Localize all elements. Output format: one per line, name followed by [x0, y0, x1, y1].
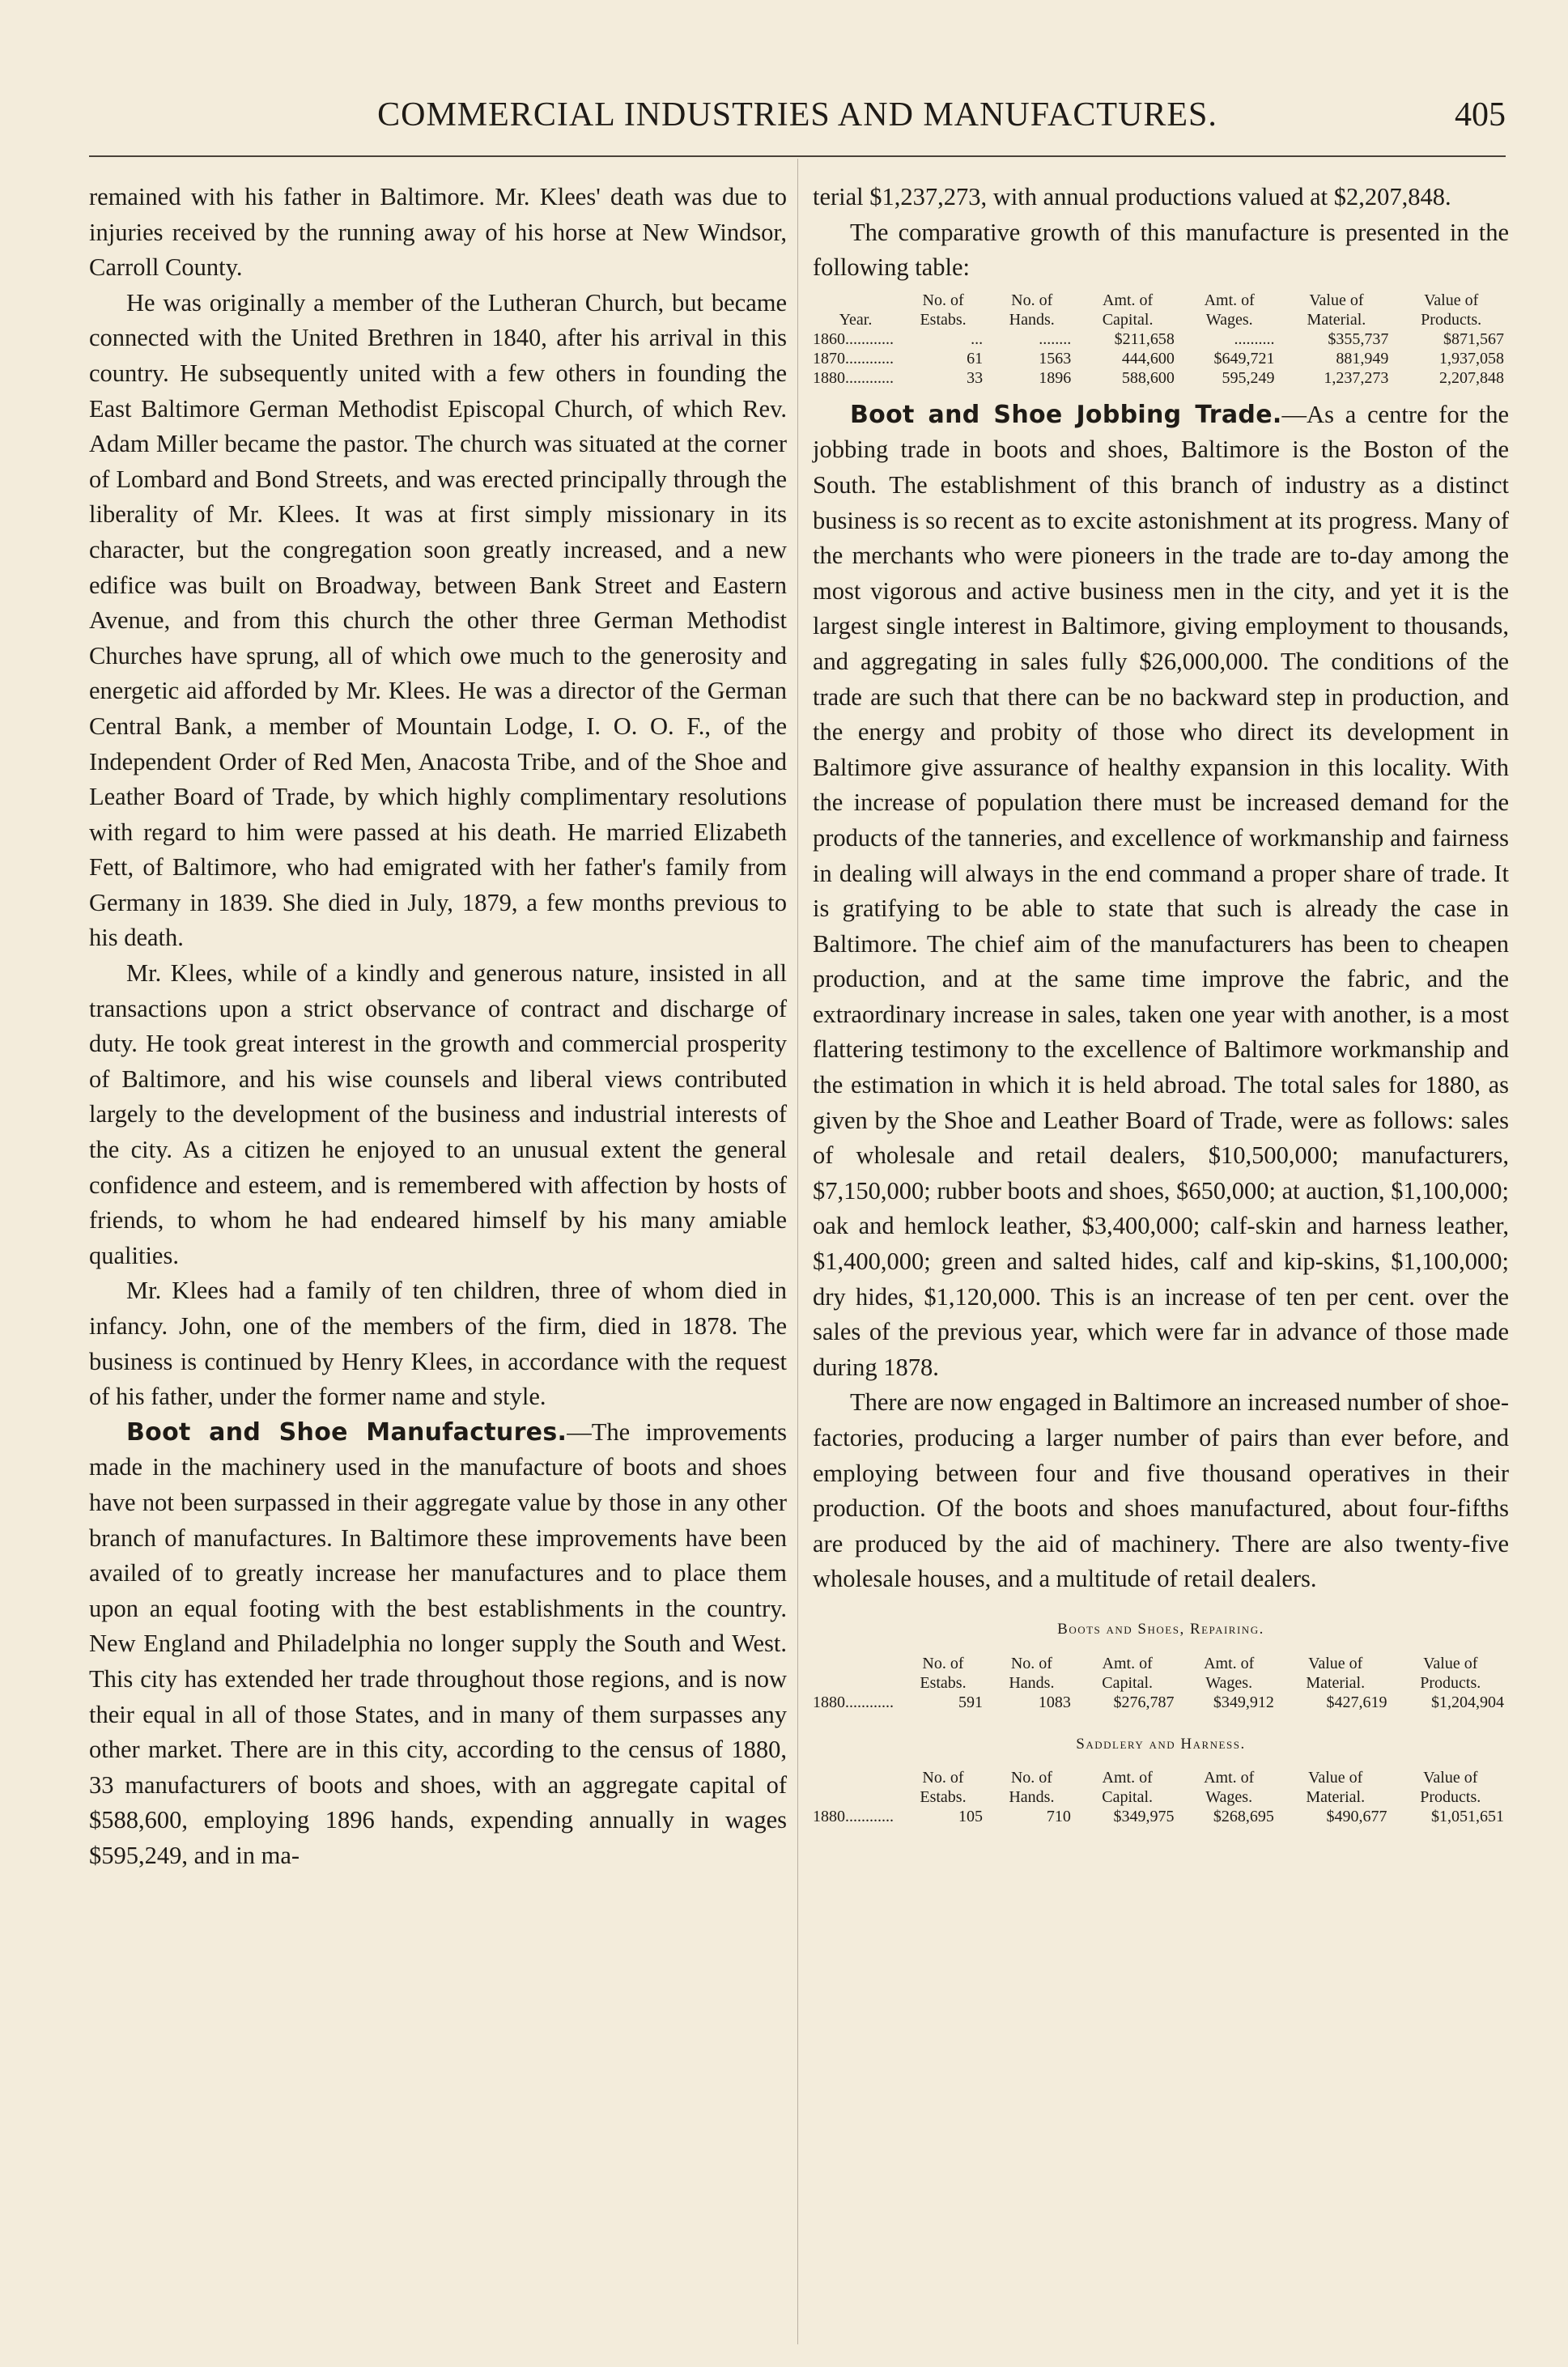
table-cell: 881,949	[1336, 349, 1389, 368]
paragraph: remained with his father in Baltimore. Mr. Klees' death was due to injuries received by the running away of his horse at New Windsor, Carroll County.	[89, 183, 787, 282]
table-header: No. of Hands.	[1009, 1769, 1055, 1807]
table-cell: 1083	[1038, 1693, 1071, 1711]
table-header: Amt. of Capital.	[1102, 1769, 1154, 1807]
table-cell: 595,249	[1222, 368, 1275, 387]
table-cell: $355,737	[1328, 329, 1389, 348]
table-row	[813, 1807, 1509, 1826]
table-cell: $490,677	[1326, 1808, 1387, 1826]
table-header: Amt. of Capital.	[1102, 291, 1154, 329]
paragraph	[89, 1415, 787, 1874]
running-title: COMMERCIAL INDUSTRIES AND MANUFACTURES.	[377, 96, 1217, 134]
table-cell: $268,695	[1213, 1808, 1274, 1826]
table-header: Value of Material.	[1306, 1769, 1366, 1807]
table-header: No. of Estabs.	[920, 291, 967, 329]
table-cell: $276,787	[1113, 1693, 1175, 1711]
table-cell: 61	[967, 349, 984, 368]
paragraph: The comparative growth of this manufacture is presented in the following table:	[813, 218, 1509, 282]
table-cell: 444,600	[1121, 349, 1175, 368]
table-header: Value of Material.	[1306, 1654, 1366, 1692]
table-cell: $211,658	[1114, 329, 1175, 348]
table-cell: $349,975	[1113, 1808, 1175, 1826]
table-cell: 1860............	[813, 329, 894, 348]
table-cell: 2,207,848	[1439, 368, 1504, 387]
table-cell: 1,237,273	[1324, 368, 1389, 387]
table-header: Value of Material.	[1307, 291, 1366, 329]
paragraph	[813, 397, 1509, 1386]
table-cell: 710	[1046, 1808, 1071, 1826]
table-header: No. of Hands.	[1009, 1654, 1055, 1692]
page-number: 405	[1455, 96, 1506, 134]
table-cell: 591	[958, 1693, 983, 1711]
table-header: No. of Estabs.	[920, 1654, 967, 1692]
table-cell: $1,204,904	[1431, 1693, 1504, 1711]
table-cell: $649,721	[1213, 349, 1275, 368]
table-cell: $427,619	[1326, 1693, 1387, 1711]
paragraph: Mr. Klees had a family of ten children, three of whom died in infancy. John, one of the members of the firm, died in 1878. The business is continued by Henry Klees, in accordance with the request of his father, under the former name and style.	[89, 1277, 787, 1411]
table-header: No. of Estabs.	[920, 1769, 967, 1807]
table-cell: 1880............	[813, 1808, 894, 1826]
growth-table	[813, 291, 1509, 388]
table-cell: ........	[1039, 329, 1072, 348]
table-header	[813, 1654, 899, 1693]
table-cell: $1,051,651	[1431, 1808, 1504, 1826]
saddlery-table	[813, 1768, 1509, 1826]
table-cell: 105	[958, 1808, 983, 1826]
table-cell: $871,567	[1443, 329, 1504, 348]
table-row	[813, 349, 1509, 368]
header-rule	[89, 155, 1506, 157]
table-cell: ..........	[1234, 329, 1275, 348]
table-cell: ...	[971, 329, 984, 348]
table-cell: 1896	[1039, 368, 1072, 387]
table-cell: 1880............	[813, 1693, 894, 1711]
paragraph: He was originally a member of the Lutheran Church, but became connected with the United Brethren in 1840, after his arrival in this country. He subsequently united with a few others in founding the East Baltimore German Methodist Episcopal Church, of which Rev. Adam Miller became the pastor. The church was situated at the corner of Lombard and Bond Streets, and was erected principally through the liberality of Mr. Klees. It was at first simply missionary in its character, but the congregation soon greatly increased, and a new edifice was built on Broadway, between Bank Street and Eastern Avenue, and from this church the other three German Methodist Churches have sprung, all of which owe much to the generosity and energetic aid afforded by Mr. Klees. He was a director of the German Central Bank, a member of Mountain Lodge, I. O. O. F., of the Independent Order of Red Men, Anacosta Tribe, and of the Shoe and Leather Board of Trade, by which highly complimentary resolutions with regard to him were passed at his death. He married Elizabeth Fett, of Baltimore, who had emigrated with her father's family from Germany in 1839. She died in July, 1879, a few months previous to his death.	[89, 288, 787, 952]
table-cell: 588,600	[1121, 368, 1175, 387]
left-column	[89, 180, 787, 1874]
table-header: Amt. of Wages.	[1204, 1769, 1255, 1807]
table-cell: 33	[967, 368, 984, 387]
table-cell: 1563	[1039, 349, 1072, 368]
table-caption: Saddlery and Harness.	[1076, 1735, 1246, 1753]
table-header: Value of Products.	[1421, 291, 1482, 329]
table-caption: Boots and Shoes, Repairing.	[1057, 1620, 1264, 1638]
paragraph: There are now engaged in Baltimore an increased number of shoe-factories, producing a larger number of pairs than ever before, and employing between four and five thousand operatives in their production. Of the boots and shoes manufactured, about four-fifths are produced by the aid of machinery. There are also twenty-five wholesale houses, and a multitude of retail dealers.	[813, 1388, 1509, 1593]
table-row	[813, 368, 1509, 388]
section-heading: Boot and Shoe Jobbing Trade.	[850, 400, 1282, 429]
table-cell: $349,912	[1213, 1693, 1274, 1711]
table-row	[813, 1693, 1509, 1712]
table-cell: 1,937,058	[1439, 349, 1504, 368]
repairing-table	[813, 1654, 1509, 1712]
table-header: No. of Hands.	[1009, 291, 1055, 329]
paragraph: terial $1,237,273, with annual productions valued at $2,207,848.	[813, 183, 1451, 210]
table-header: Amt. of Wages.	[1204, 1654, 1255, 1692]
table-header: Amt. of Capital.	[1102, 1654, 1154, 1692]
section-heading: Boot and Shoe Manufactures.	[126, 1417, 567, 1447]
page-header	[89, 96, 1506, 144]
right-column	[813, 180, 1509, 1836]
table-row	[813, 329, 1509, 349]
table-header: Amt. of Wages.	[1204, 291, 1255, 329]
table-header	[813, 1768, 899, 1807]
table-header: Value of Products.	[1420, 1769, 1481, 1807]
table-header: Year.	[839, 310, 873, 329]
column-divider	[797, 159, 798, 2344]
paragraph: Mr. Klees, while of a kindly and generous nature, insisted in all transactions upon a strict observance of contract and discharge of duty. He took great interest in the growth and commercial prosperity of Baltimore, and his wise counsels and liberal views contributed largely to the development of the business and industrial interests of the city. As a citizen he enjoyed to an unusual extent the general confidence and esteem, and is remembered with affection by hosts of friends, to whom he had endeared himself by his many amiable qualities.	[89, 959, 787, 1269]
table-cell: 1870............	[813, 349, 894, 368]
table-header: Value of Products.	[1420, 1654, 1481, 1692]
table-cell: 1880............	[813, 368, 894, 387]
paragraph-text: —The improvements made in the machinery used in the manufacture of boots and shoes have not been surpassed in their aggregate value by those in any other branch of manufactures. In Baltimore these improvements have been availed of to greatly increase her manufactures and to place them upon an equal footing with the best establishments in the country. New England and Philadelphia no longer supply the South and West. This city has extended her trade throughout those regions, and is now their equal in all of those States, and in many of them surpasses any other market. There are in this city, according to the census of 1880, 33 manufacturers of boots and shoes, with an aggregate capital of $588,600, employing 1896 hands, expending annually in wages $595,249, and in ma-	[89, 1417, 788, 1869]
paragraph-text: —As a centre for the jobbing trade in boots and shoes, Baltimore is the Boston of the South. The establishment of this branch of industry as a distinct business is so recent as to excite astonishment at its progress. Many of the merchants who were pioneers in the trade are to-day among the most vigorous and active business men in the city, and yet it is the largest single interest in Baltimore, giving employment to thousands, and aggregating in sales fully $26,000,000. The conditions of the trade are such that there can be no backward step in production, and the energy and probity of those who direct its development in Baltimore give assurance of healthy expansion in this locality. With the increase of population there must be increased demand for the products of the tanneries, and excellence of workmanship and fairness in dealing will always in the end command a proper share of trade. It is gratifying to be able to state that such is already the case in Baltimore. The chief aim of the manufacturers has been to cheapen production, and at the same time improve the fabric, and the extraordinary increase in sales, taken one year with another, is a most flattering testimony to the excellence of Baltimore workmanship and the estimation in which it is held abroad. The total sales for 1880, as given by the Shoe and Leather Board of Trade, were as follows: sales of wholesale and retail dealers, $10,500,000; manufacturers, $7,150,000; rubber boots and shoes, $650,000; at auction, $1,100,000; oak and hemlock leather, $3,400,000; calf-skin and harness leather, $1,400,000; green and salted hides, calf and kip-skins, $1,100,000; dry hides, $1,120,000. This is an increase of ten per cent. over the sales of the previous year, which were far in advance of those made during 1878.	[813, 400, 1509, 1381]
